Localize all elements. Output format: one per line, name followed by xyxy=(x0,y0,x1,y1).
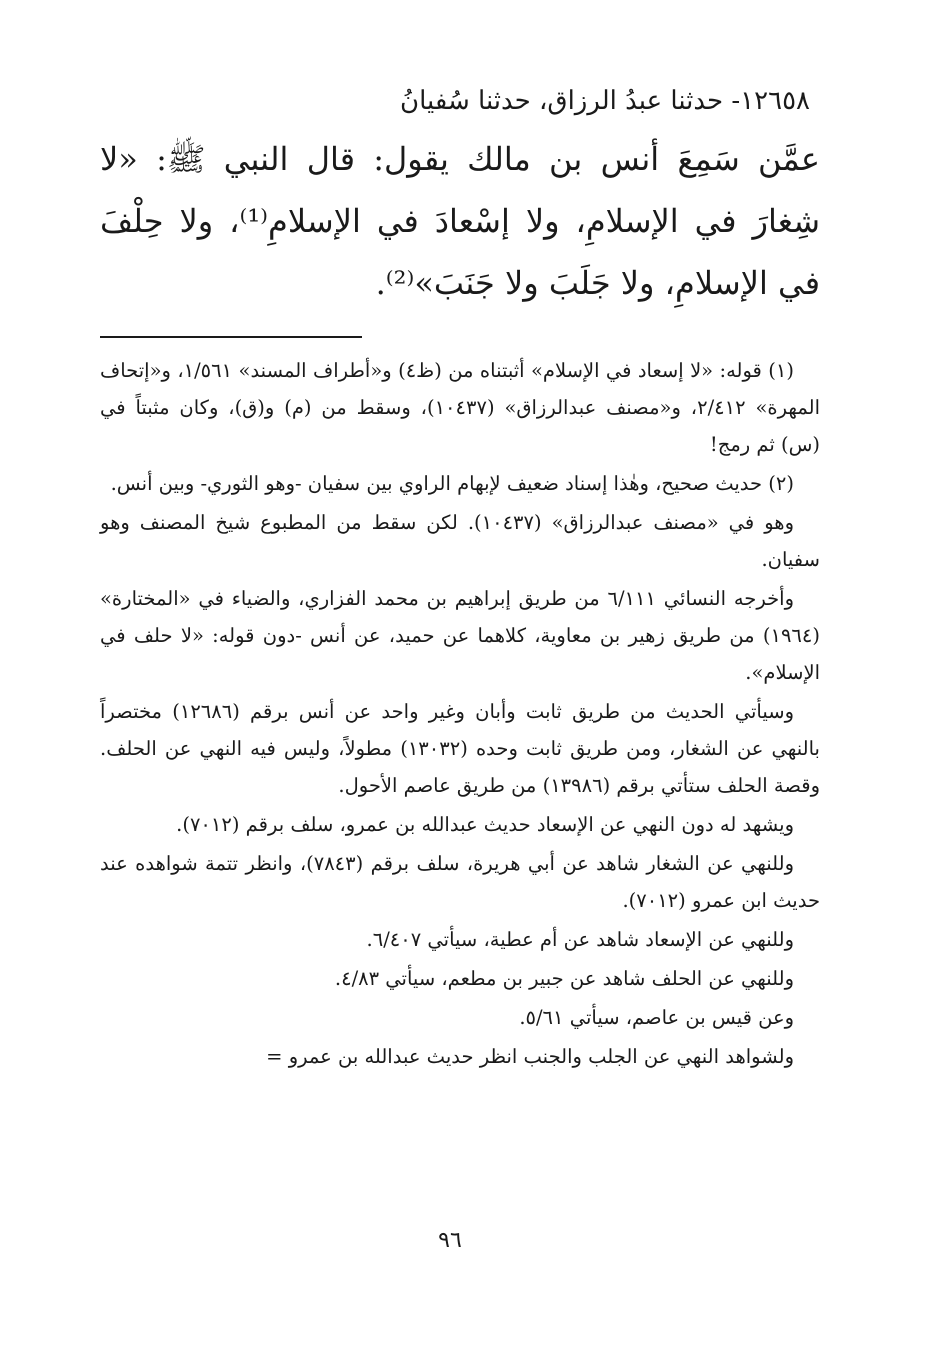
footnote-separator xyxy=(100,336,362,338)
footnote-paragraph: وعن قيس بن عاصم، سيأتي ٥/٦١. xyxy=(519,1006,794,1029)
footnote-paragraph: ولشواهد النهي عن الجلب والجنب انظر حديث عبدالله بن عمرو = xyxy=(266,1045,794,1068)
page-number: ٩٦ xyxy=(438,1228,462,1253)
hadith-text: عمَّن سَمِعَ أنس بن مالك يقول: قال النبي ﷺ: «لا شِغارَ في الإسلامِ، ولا إسْعادَ في الإسلامِ⁽¹⁾، ولا حِلْفَ في الإسلامِ، ولا جَلَبَ ولا جَنَبَ»⁽²⁾. xyxy=(100,140,821,302)
footnote-paragraph: وأخرجه النسائي ٦/١١١ من طريق إبراهيم بن محمد الفزاري، والضياء في «المختارة» (١٩٦٤) من طريق زهير بن معاوية، كلاهما عن حميد، عن أنس -دون قوله: «لا حلف في الإسلام». xyxy=(100,587,820,684)
footnote-2: (٢) حديث صحيح، وهٰذا إسناد ضعيف لإبهام الراوي بين سفيان -وهو الثوري- وبين أنس. xyxy=(110,472,794,495)
footnote-paragraph: وهو في «مصنف عبدالرزاق» (١٠٤٣٧). لكن سقط من المطبوع شيخ المصنف وهو سفيان. xyxy=(100,511,820,571)
footnote-separator-wrap xyxy=(100,314,820,352)
footnote-paragraph: وللنهي عن الشغار شاهد عن أبي هريرة، سلف برقم (٧٨٤٣)، وانظر تتمة شواهده عند حديث ابن عمرو (٧٠١٢). xyxy=(100,852,820,912)
hadith-heading: ١٢٦٥٨- حدثنا عبدُ الرزاق، حدثنا سُفيانُ xyxy=(399,86,810,116)
book-page xyxy=(100,78,820,1278)
footnote-1: (١) قوله: «لا إسعاد في الإسلام» أثبتناه من (ظ٤) و«أطراف المسند» ١/٥٦١، و«إتحاف المهرة» ٢/٤١٢، و«مصنف عبدالرزاق» (١٠٤٣٧)، وسقط من (م) و(ق)، وكان مثبتاً في (س) ثم رمج! xyxy=(100,359,820,456)
footnote-paragraph: ويشهد له دون النهي عن الإسعاد حديث عبدالله بن عمرو، سلف برقم (٧٠١٢). xyxy=(176,813,794,836)
footnote-paragraph: وسيأتي الحديث من طريق ثابت وأبان وغير واحد عن أنس برقم (١٢٦٨٦) مختصراً بالنهي عن الشغار، ومن طريق ثابت وحده (١٣٠٣٢) مطولاً، وليس فيه النهي عن الحلف. وقصة الحلف ستأتي برقم (١٣٩٨٦) من طريق عاصم الأحول. xyxy=(100,700,820,797)
footnote-paragraph: وللنهي عن الحلف شاهد عن جبير بن مطعم، سيأتي ٤/٨٣. xyxy=(334,967,794,990)
footnote-paragraph: وللنهي عن الإسعاد شاهد عن أم عطية، سيأتي ٦/٤٠٧. xyxy=(366,928,794,951)
footnotes xyxy=(100,352,820,1075)
